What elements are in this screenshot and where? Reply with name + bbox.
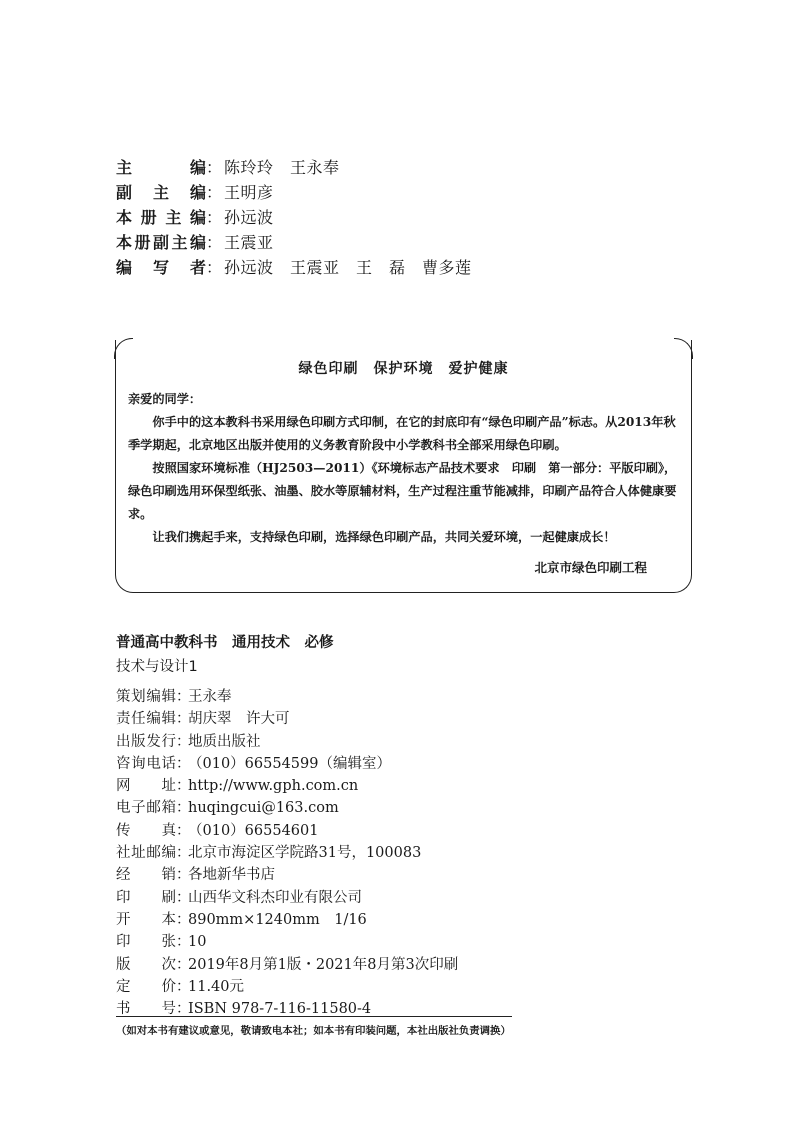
info-label: 社址邮编 [116, 845, 176, 862]
notice-title: 绿色印刷 保护环境 爱护健康 [298, 361, 509, 377]
info-value: （010）66554599（编辑室） [188, 755, 391, 772]
info-row: 咨询电话 ： （010）66554599（编辑室） [116, 753, 458, 775]
info-label: 版次 [116, 956, 176, 973]
editor-value: 孙远波 王震亚 王 磊 曹多莲 [224, 258, 472, 277]
editor-label: 本册副主编 [116, 233, 206, 252]
info-label: 印张 [116, 934, 176, 951]
publication-info [116, 686, 458, 1020]
info-value: 890mm×1240mm 1/16 [188, 911, 367, 928]
editor-value: 陈玲玲 王永奉 [224, 158, 340, 177]
info-value: 11.40元 [188, 978, 245, 995]
info-label: 印刷 [116, 889, 176, 906]
info-label: 网址 [116, 778, 176, 795]
editor-row: 本册副主编 ： 王震亚 [116, 230, 472, 255]
info-label: 咨询电话 [116, 755, 176, 772]
info-row: 电子邮箱 ： huqingcui@163.com [116, 797, 458, 819]
info-row: 开本 ： 890mm×1240mm 1/16 [116, 909, 458, 931]
info-row: 传真 ： （010）66554601 [116, 820, 458, 842]
info-row: 印张 ： 10 [116, 931, 458, 953]
info-label: 电子邮箱 [116, 800, 176, 817]
info-row: 版次 ： 2019年8月第1版・2021年8月第3次印刷 [116, 954, 458, 976]
info-label: 策划编辑 [116, 689, 176, 705]
editor-label: 主编 [116, 158, 206, 177]
info-row: 书号 ： ISBN 978-7-116-11580-4 [116, 998, 458, 1020]
info-label: 责任编辑 [116, 711, 176, 728]
info-row: 出版发行 ： 地质出版社 [116, 731, 458, 753]
green-printing-notice [115, 340, 692, 593]
notice-paragraph: 让我们携起手来，支持绿色印刷，选择绿色印刷产品，共同关爱环境，一起健康成长！ [152, 530, 616, 544]
info-row: 社址邮编 ： 北京市海淀区学院路31号，100083 [116, 842, 458, 864]
info-value: http://www.gph.com.cn [188, 778, 359, 795]
info-label: 书号 [116, 1001, 176, 1018]
info-value: 地质出版社 [188, 733, 261, 750]
notice-greeting: 亲爱的同学： [128, 392, 202, 406]
notice-corner [674, 338, 693, 359]
notice-body [128, 388, 678, 549]
info-value: 王永奉 [188, 689, 232, 705]
info-label: 开本 [116, 911, 176, 928]
info-row: 定价 ： 11.40元 [116, 976, 458, 998]
info-label: 定价 [116, 978, 176, 995]
info-value: 山西华文科杰印业有限公司 [188, 889, 362, 906]
editor-row: 主编 ： 陈玲玲 王永奉 [116, 155, 472, 180]
notice-corner [114, 338, 133, 359]
info-value: 胡庆翠 许大可 [188, 711, 290, 728]
book-title: 普通高中教科书 通用技术 必修 [116, 635, 334, 651]
info-label: 经销 [116, 867, 176, 884]
book-heading [116, 631, 334, 679]
footnote: （如对本书有建议或意见，敬请致电本社；如本书有印装问题，本社出版社负责调换） [116, 1025, 511, 1037]
editor-value: 王明彦 [224, 183, 274, 202]
info-row: 网址 ： http://www.gph.com.cn [116, 775, 458, 797]
info-value: 北京市海淀区学院路31号，100083 [188, 845, 422, 862]
editor-value: 孙远波 [224, 208, 274, 227]
info-row: 印刷 ： 山西华文科杰印业有限公司 [116, 887, 458, 909]
info-row: 策划编辑 ： 王永奉 [116, 686, 458, 708]
editor-row: 副主编 ： 王明彦 [116, 180, 472, 205]
book-subtitle: 技术与设计1 [116, 659, 198, 675]
notice-signature: 北京市绿色印刷工程 [534, 560, 647, 575]
editor-value: 王震亚 [224, 233, 274, 252]
editor-row: 编写者 ： 孙远波 王震亚 王 磊 曹多莲 [116, 255, 472, 280]
notice-paragraph: 按照国家环境标准（HJ2503—2011）《环境标志产品技术要求 印刷 第一部分：平版印刷》，绿色印刷选用环保型纸张、油墨、胶水等原辅材料，生产过程注重节能减排，印刷产品符合人体健康要求。 [128, 461, 677, 521]
info-value: 2019年8月第1版・2021年8月第3次印刷 [188, 956, 459, 973]
info-value: ISBN 978-7-116-11580-4 [188, 1001, 372, 1018]
editor-credits [116, 155, 472, 280]
info-value: （010）66554601 [188, 822, 319, 839]
info-value: 各地新华书店 [188, 867, 275, 884]
info-label: 传真 [116, 822, 176, 839]
editor-label: 本册主编 [116, 208, 206, 227]
editor-label: 副主编 [116, 183, 206, 202]
info-row: 责任编辑 ： 胡庆翠 许大可 [116, 708, 458, 730]
editor-row: 本册主编 ： 孙远波 [116, 205, 472, 230]
info-label: 出版发行 [116, 733, 176, 750]
info-value: huqingcui@163.com [188, 800, 339, 817]
info-row: 经销 ： 各地新华书店 [116, 864, 458, 886]
divider [116, 1016, 512, 1017]
info-value: 10 [188, 934, 207, 951]
editor-label: 编写者 [116, 258, 206, 277]
notice-paragraph: 你手中的这本教科书采用绿色印刷方式印制，在它的封底印有“绿色印刷产品”标志。从2013年秋季学期起，北京地区出版并使用的义务教育阶段中小学教科书全部采用绿色印刷。 [128, 415, 676, 452]
